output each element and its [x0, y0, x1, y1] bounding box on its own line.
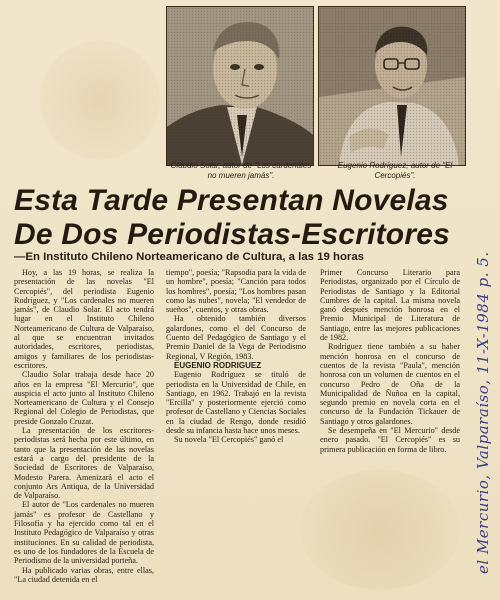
headline [14, 184, 454, 252]
paragraph: Eugenio Rodríguez se tituló de periodista en la Universidad de Chile, en Santiago, en 1962. Trabajó en la revista "Ercilla" y posteriormente ejerció como profesor de Castellano y Ciencias Sociales en la ciudad de Rengo, donde residió desde su infancia hasta hace unos meses. [166, 370, 306, 436]
paragraph: Se desempeña en "El Mercurio" desde enero pasado. "El Cercopiés" es su primera publicación en forma de libro. [320, 426, 460, 454]
headline-line: Esta Tarde Presentan Novelas [14, 184, 449, 217]
paper-stain [40, 40, 160, 160]
handwritten-note-text: el Mercurio, Valparaíso, 11-X-1984 p. 5. [474, 251, 492, 574]
paragraph: Hoy, a las 19 horas, se realiza la presentación de las novelas "El Cercopiés", del periodista Eugenio Rodríguez, y "Los cardenales no mueren jamás", de Claudio Solar. El acto tendrá lugar en el Instituto Chileno Norteamericano de Cultura de Valparaíso, al que se encuentran invitados autoridades, escritores, periodistas, amigos y familiares de los periodistas-escritores. [14, 268, 154, 370]
photo-claudio-solar [166, 6, 314, 166]
paragraph: tiempo", poesía; "Rapsodia para la vida de un hombre", poesía; "Canción para todos los hombres", poesía; "Los hombres pasan como las nubes", novela; "El vendedor de sueños", cuentos, y otras obras. [166, 268, 306, 315]
paragraph: Ha publicado varias obras, entre ellas, "La ciudad detenida en el [14, 565, 154, 584]
headline-line: De Dos Periodistas-Escritores [14, 218, 450, 251]
subheadline: —En Instituto Chileno Norteamericano de Cultura, a las 19 horas [14, 251, 365, 263]
paper-stain [300, 470, 460, 590]
article-column-1 [14, 268, 154, 584]
paragraph: Rodríguez tiene también a su haber mención honrosa en el concurso de cuentos de la revista "Paula", mención honrosa con un volumen de cuentos en el concurso Pedro de Oña de la Municipalidad de Ñuñoa en la capital, segundo premio en novela corta en el concurso de la Fundación Tickauer de Santiago y otros galardones. [320, 342, 460, 426]
paragraph: La presentación de los escritores-periodistas será hecha por este último, en tanto que la presentación de las novelas estará a cargo del presidente de la Sociedad de Escritores de Valparaíso, Modesto Parera. Amenizará el acto el conjunto Ars Antiqua, de la Universidad de Valparaíso. [14, 426, 154, 501]
paragraph: El autor de "Los cardenales no mueren jamás" es profesor de Castellano y Filosofía y ha ejercido como tal en el Instituto Pedagógico de Valparaíso y otras instituciones. En su calidad de periodista, es uno de los fundadores de la Escuela de Periodismo de la universidad porteña. [14, 500, 154, 566]
photo-eugenio-rodriguez [318, 6, 466, 166]
article-column-2 [166, 268, 306, 445]
paragraph: Ha obtenido también diversos galardones, como el del Concurso de Cuento del Pedagógico de Santiago y el Premio Daniel de la Vega de Periodismo Regional, V Región, 1983. [166, 314, 306, 361]
article-column-3 [320, 268, 460, 454]
handwritten-source-note [468, 130, 492, 590]
section-subhead: EUGENIO RODRIGUEZ [174, 360, 262, 370]
paragraph: Su novela "El Cercopiés" ganó el [174, 435, 284, 445]
paragraph: Claudio Solar trabaja desde hace 20 años en la empresa "El Mercurio", que auspicia el acto junto al Instituto Chileno Norteamericano de Cultura y el Consejo Regional del Colegio de Periodistas, que preside Gonzalo Cruzat. [14, 370, 154, 426]
photo-caption: Eugenio Rodríguez, autor de "El Cercopiés". [337, 161, 453, 180]
paragraph: Primer Concurso Literario para Periodistas, organizado por el Círculo de Periodistas de Santiago y la Editorial Cumbres de la capital. La misma novela ganó después mención honrosa en el Premio Municipal de Literatura de Santiago, entre las mejores publicaciones de 1982. [320, 268, 460, 343]
photo-caption: Claudio Solar, autor de "Los cardenales no mueren jamás". [170, 161, 312, 180]
